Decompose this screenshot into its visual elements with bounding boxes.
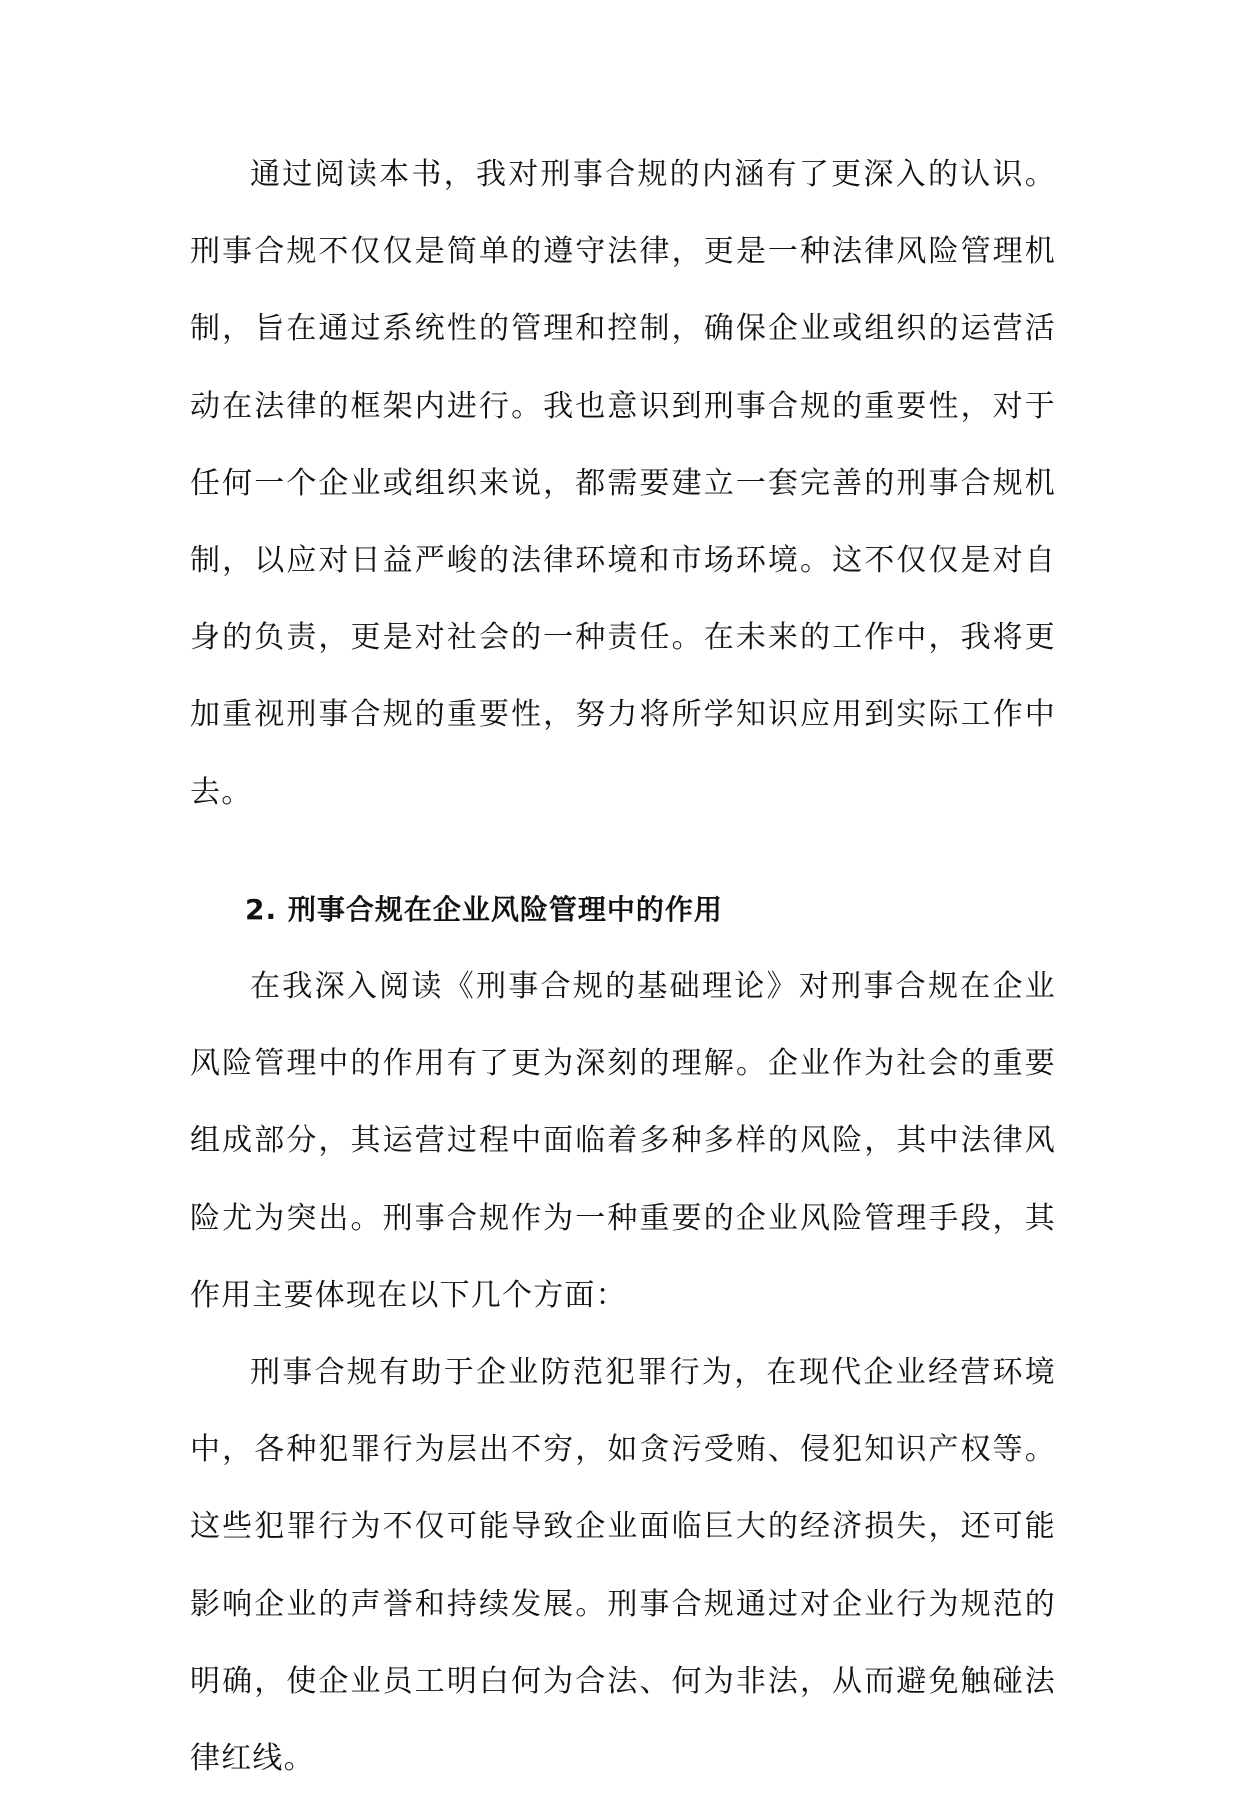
paragraph-book-insight: 通过阅读本书，我对刑事合规的内涵有了更深入的认识。刑事合规不仅仅是简单的遵守法律，更是一种法律风险管理机制，旨在通过系统性的管理和控制，确保企业或组织的运营活动在法律的框架内进行。我也意识到刑事合规的重要性，对于任何一个企业或组织来说，都需要建立一套完善的刑事合规机制，以应对日益严峻的法律环境和市场环境。这不仅仅是对自身的负责，更是对社会的一种责任。在未来的工作中，我将更加重视刑事合规的重要性，努力将所学知识应用到实际工作中去。 <box>190 157 1056 810</box>
paragraph-crime-prevention: 刑事合规有助于企业防范犯罪行为，在现代企业经营环境中，各种犯罪行为层出不穷，如贪污受贿、侵犯知识产权等。这些犯罪行为不仅可能导致企业面临巨大的经济损失，还可能影响企业的声誉和持续发展。刑事合规通过对企业行为规范的明确，使企业员工明白何为合法、何为非法，从而避免触碰法律红线。 <box>190 1355 1056 1777</box>
section-heading: 2. 刑事合规在企业风险管理中的作用 <box>245 892 723 926</box>
paragraph-risk-management: 在我深入阅读《刑事合规的基础理论》对刑事合规在企业风险管理中的作用有了更为深刻的理解。企业作为社会的重要组成部分，其运营过程中面临着多种多样的风险，其中法律风险尤为突出。刑事合规作为一种重要的企业风险管理手段，其作用主要体现在以下几个方面： <box>190 969 1056 1313</box>
document-body <box>190 136 1056 1797</box>
